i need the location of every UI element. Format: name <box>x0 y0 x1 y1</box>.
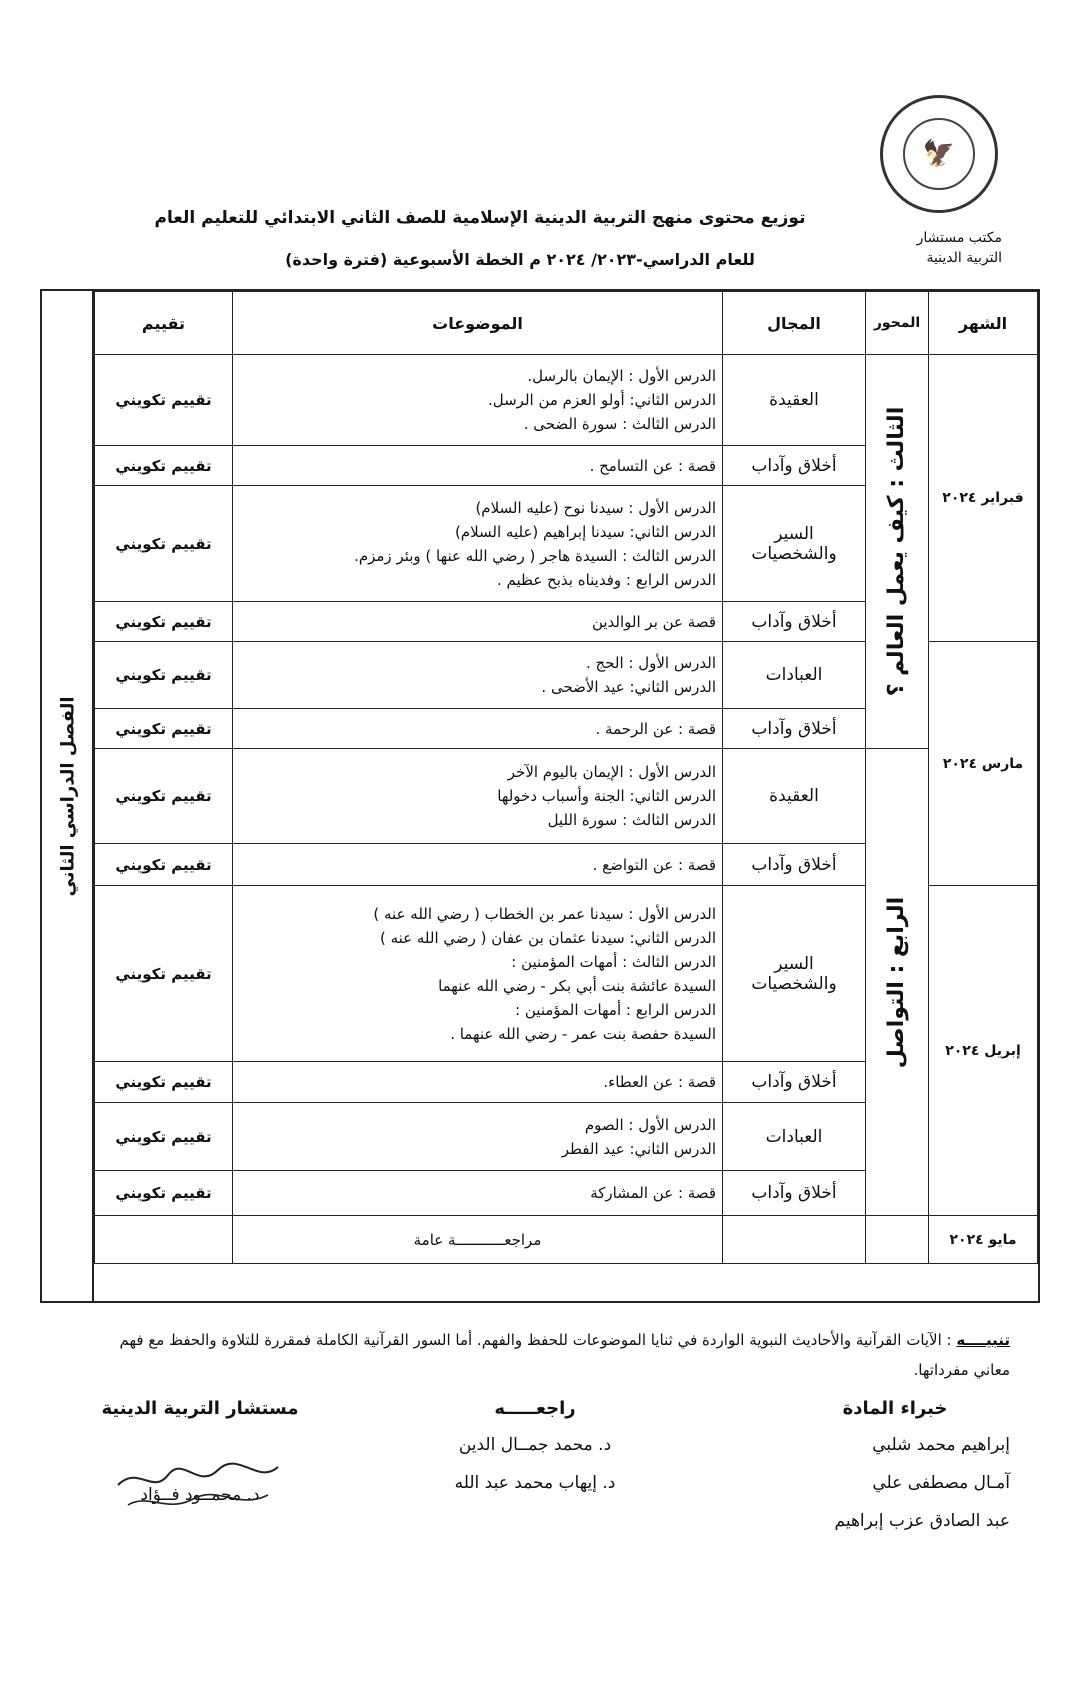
term-label: الفصل الدراسي الثاني <box>57 696 79 896</box>
evaluation-cell: تقييم تكويني <box>95 355 233 446</box>
document-subtitle: للعام الدراسي-٢٠٢٣/ ٢٠٢٤ م الخطة الأسبوعية (فترة واحدة) <box>285 250 755 269</box>
topics-cell: قصة : عن المشاركة <box>233 1171 723 1216</box>
table-row <box>95 1216 1038 1264</box>
header-topics: الموضوعات <box>233 292 723 355</box>
header-axis: المحور <box>866 292 929 355</box>
reviewers-title: راجعـــــه <box>494 1398 576 1419</box>
expert-name: عبد الصادق عزب إبراهيم <box>834 1511 1010 1531</box>
evaluation-cell-empty <box>95 1216 233 1264</box>
topics-cell: الدرس الأول : سيدنا عمر بن الخطاب ( رضي الله عنه ) الدرس الثاني: سيدنا عثمان بن عفان ( رضي الله عنه ) الدرس الثالث : أمهات المؤمنين : السيدة عائشة بنت أبي بكر - رضي الله عنهما الدرس الرابع : أمهات المؤمنين : السيدة حفصة بنت عمر - رضي الله عنهما . <box>233 886 723 1062</box>
month-apr: إبريل ٢٠٢٤ <box>929 886 1038 1216</box>
evaluation-cell: تقييم تكويني <box>95 1171 233 1216</box>
experts-title: خبراء المادة <box>842 1398 948 1419</box>
topics-cell: قصة : عن العطاء. <box>233 1062 723 1103</box>
evaluation-cell: تقييم تكويني <box>95 642 233 709</box>
topics-cell: قصة : عن التسامح . <box>233 446 723 486</box>
header-field: المجال <box>723 292 866 355</box>
evaluation-cell: تقييم تكويني <box>95 486 233 602</box>
note <box>80 1325 1010 1385</box>
axis-fourth: الرابع : التواصل <box>866 749 929 1216</box>
office-label <box>862 228 1002 268</box>
signature-scribble-icon <box>108 1455 288 1525</box>
evaluation-cell: تقييم تكويني <box>95 886 233 1062</box>
topics-cell: الدرس الأول : سيدنا نوح (عليه السلام) الدرس الثاني: سيدنا إبراهيم (عليه السلام) الدرس الثالث : السيدة هاجر ( رضي الله عنها ) وبئر زمزم. الدرس الرابع : وفديناه بذبح عظيم . <box>233 486 723 602</box>
month-mar: مارس ٢٠٢٤ <box>929 642 1038 886</box>
topics-cell: الدرس الأول : الصوم الدرس الثاني: عيد الفطر <box>233 1103 723 1171</box>
field-cell: السير والشخصيات <box>723 486 866 602</box>
field-cell: العبادات <box>723 1103 866 1171</box>
expert-name: إبراهيم محمد شلبي <box>872 1435 1010 1455</box>
ministry-seal <box>880 95 998 213</box>
field-cell-empty <box>723 1216 866 1264</box>
field-cell: أخلاق وآداب <box>723 446 866 486</box>
field-cell: أخلاق وآداب <box>723 602 866 642</box>
topics-cell: قصة : عن التواضع . <box>233 844 723 886</box>
evaluation-cell: تقييم تكويني <box>95 709 233 749</box>
review-cell: مراجعـــــــــــة عامة <box>233 1216 723 1264</box>
reviewer-name: د. إيهاب محمد عبد الله <box>454 1473 616 1493</box>
axis-empty <box>866 1216 929 1264</box>
field-cell: السير والشخصيات <box>723 886 866 1062</box>
evaluation-cell: تقييم تكويني <box>95 1062 233 1103</box>
reviewer-name: د. محمد جمــال الدين <box>458 1435 612 1455</box>
document-title: توزيع محتوى منهج التربية الدينية الإسلامية للصف الثاني الابتدائي للتعليم العام <box>154 208 806 228</box>
field-cell: العقيدة <box>723 749 866 844</box>
reviewers-block <box>420 1398 650 1493</box>
evaluation-cell: تقييم تكويني <box>95 749 233 844</box>
field-cell: أخلاق وآداب <box>723 844 866 886</box>
field-cell: العقيدة <box>723 355 866 446</box>
header-month: الشهر <box>929 292 1038 355</box>
topics-cell: الدرس الأول : الإيمان بالرسل. الدرس الثاني: أولو العزم من الرسل. الدرس الثالث : سورة الضحى . <box>233 355 723 446</box>
evaluation-cell: تقييم تكويني <box>95 602 233 642</box>
expert-name: آمـال مصطفى علي <box>872 1473 1010 1493</box>
topics-cell: قصة عن بر الوالدين <box>233 602 723 642</box>
office-line-1: مكتب مستشار <box>916 230 1002 246</box>
advisor-title: مستشار التربية الدينية <box>101 1398 299 1419</box>
note-text: : الآيات القرآنية والأحاديث النبوية الواردة في ثنايا الموضوعات للحفظ والفهم. أما السور القرآنية الكاملة فمقررة للتلاوة والحفظ مع فهم معاني مفرداتها. <box>119 1331 1010 1379</box>
office-line-2: التربية الدينية <box>926 250 1002 266</box>
field-cell: أخلاق وآداب <box>723 709 866 749</box>
table-row <box>95 749 1038 844</box>
topics-cell: قصة : عن الرحمة . <box>233 709 723 749</box>
month-feb: فبراير ٢٠٢٤ <box>929 355 1038 642</box>
evaluation-cell: تقييم تكويني <box>95 1103 233 1171</box>
note-label: تنبيــــه <box>956 1331 1010 1349</box>
month-may: مايو ٢٠٢٤ <box>929 1216 1038 1264</box>
header-evaluation: تقييم <box>95 292 233 355</box>
experts-block <box>780 1398 1010 1531</box>
eagle-emblem-icon: 🦅 <box>903 118 975 190</box>
evaluation-cell: تقييم تكويني <box>95 844 233 886</box>
field-cell: أخلاق وآداب <box>723 1171 866 1216</box>
field-cell: العبادات <box>723 642 866 709</box>
table-row <box>95 355 1038 446</box>
curriculum-table <box>94 291 1038 1264</box>
advisor-name: د. محمــود فــؤاد <box>140 1485 260 1505</box>
axis-third: الثالث : كيف يعمل العالم ؟ <box>866 355 929 749</box>
field-cell: أخلاق وآداب <box>723 1062 866 1103</box>
topics-cell: الدرس الأول : الحج . الدرس الثاني: عيد الأضحى . <box>233 642 723 709</box>
topics-cell: الدرس الأول : الإيمان باليوم الآخر الدرس الثاني: الجنة وأسباب دخولها الدرس الثالث : سورة الليل <box>233 749 723 844</box>
evaluation-cell: تقييم تكويني <box>95 446 233 486</box>
